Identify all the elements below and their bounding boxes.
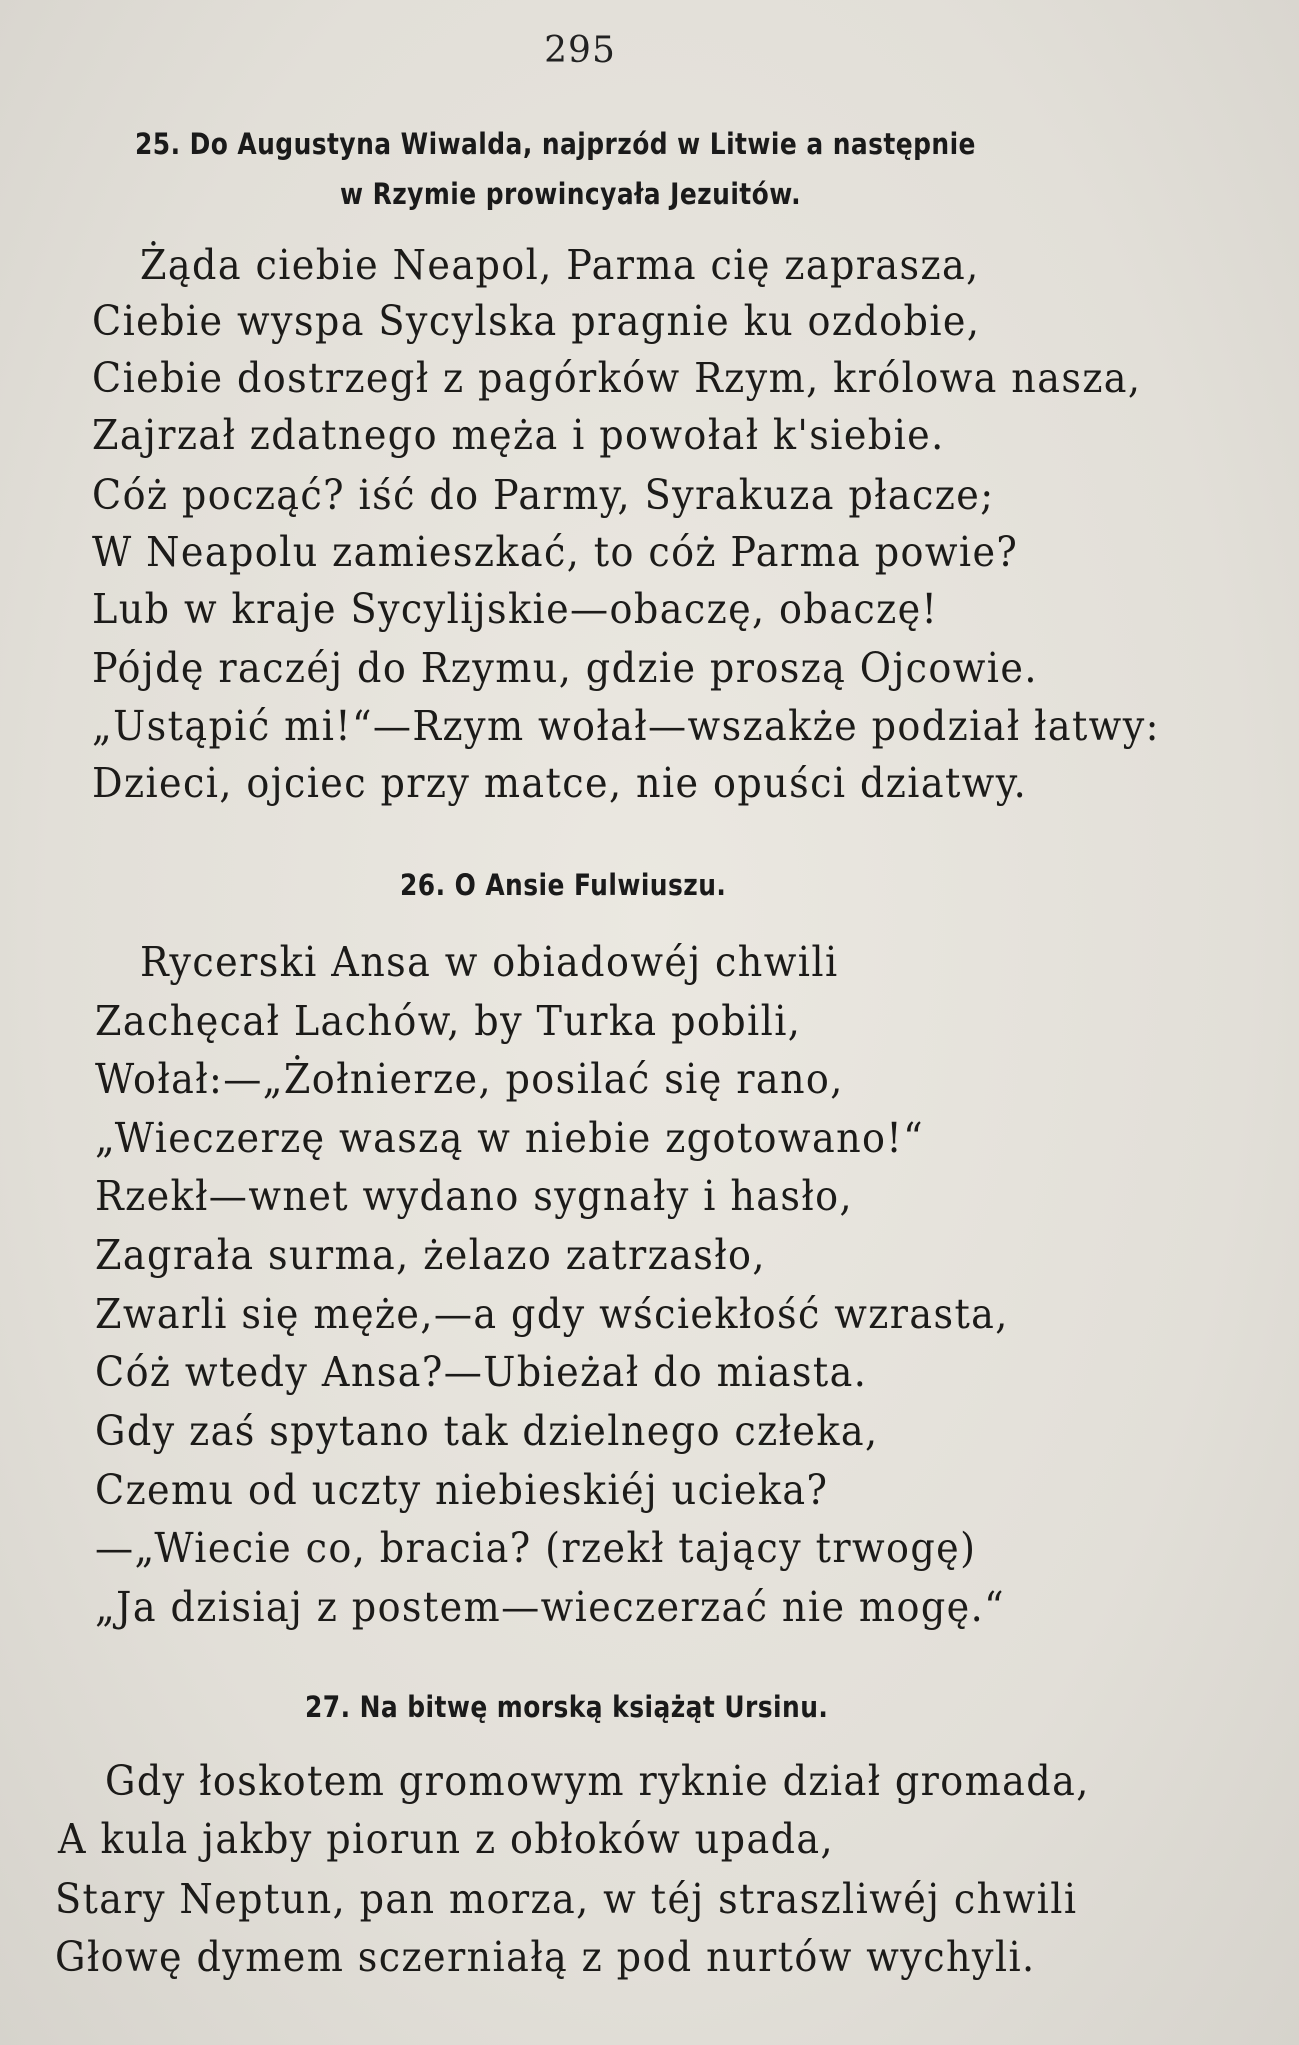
poem-line: A kula jakby piorun z obłoków upada, — [58, 1815, 835, 1863]
poem-line: Dzieci, ojciec przy matce, nie opuści dziatwy. — [92, 759, 1028, 807]
poem-line: Zachęcał Lachów, by Turka pobili, — [95, 997, 802, 1045]
poem-line: Głowę dymem sczerniałą z pod nurtów wychyli. — [55, 1933, 1036, 1981]
poem-line: „Wieczerzę waszą w niebie zgotowano!“ — [95, 1114, 924, 1162]
poem-line: Pójdę raczéj do Rzymu, gdzie proszą Ojcowie. — [92, 644, 1038, 692]
page-number: 295 — [544, 30, 616, 71]
poem-line: „Ustąpić mi!“—Rzym wołał—wszakże podział łatwy: — [92, 702, 1160, 750]
poem-line: Cóż wtedy Ansa?—Ubieżał do miasta. — [95, 1348, 868, 1396]
poem-line: „Ja dzisiaj z postem—wieczerzać nie mogę.“ — [95, 1583, 1006, 1631]
section-26-heading: 26. O Ansie Fulwiuszu. — [400, 868, 727, 902]
poem-line: Gdy łoskotem gromowym ryknie dział gromada, — [105, 1757, 1090, 1805]
poem-line: Stary Neptun, pan morza, w téj straszliwéj chwili — [55, 1875, 1078, 1923]
poem-line: W Neapolu zamieszkać, to cóż Parma powie? — [92, 528, 1019, 576]
poem-line: Zajrzał zdatnego męża i powołał k'siebie. — [92, 411, 945, 459]
poem-line: Gdy zaś spytano tak dzielnego człeka, — [95, 1407, 879, 1455]
section-25-heading-line-2: w Rzymie prowincyała Jezuitów. — [340, 177, 802, 211]
poem-line: Żąda ciebie Neapol, Parma cię zaprasza, — [140, 241, 980, 289]
poem-line: Ciebie wyspa Sycylska pragnie ku ozdobie, — [92, 297, 981, 345]
poem-line: Cóż począć? iść do Parmy, Syrakuza płacze; — [92, 471, 995, 519]
poem-line: Rzekł—wnet wydano sygnały i hasło, — [95, 1172, 853, 1220]
poem-line: Zagrała surma, żelazo zatrzasło, — [95, 1231, 766, 1279]
poem-line: Wołał:—„Żołnierze, posilać się rano, — [95, 1055, 844, 1103]
poem-line: Rycerski Ansa w obiadowéj chwili — [140, 938, 839, 986]
poem-line: Zwarli się męże,—a gdy wściekłość wzrasta, — [95, 1290, 1009, 1338]
poem-line: Ciebie dostrzegł z pagórków Rzym, królowa nasza, — [92, 354, 1142, 402]
poem-line: Lub w kraje Sycylijskie—obaczę, obaczę! — [92, 585, 939, 633]
poem-line: Czemu od uczty niebieskiéj ucieka? — [95, 1466, 829, 1514]
section-27-heading: 27. Na bitwę morską książąt Ursinu. — [305, 1690, 829, 1724]
section-25-heading-line-1: 25. Do Augustyna Wiwalda, najprzód w Litwie a następnie — [135, 127, 976, 161]
poem-line: —„Wiecie co, bracia? (rzekł tający trwogę) — [95, 1524, 977, 1572]
